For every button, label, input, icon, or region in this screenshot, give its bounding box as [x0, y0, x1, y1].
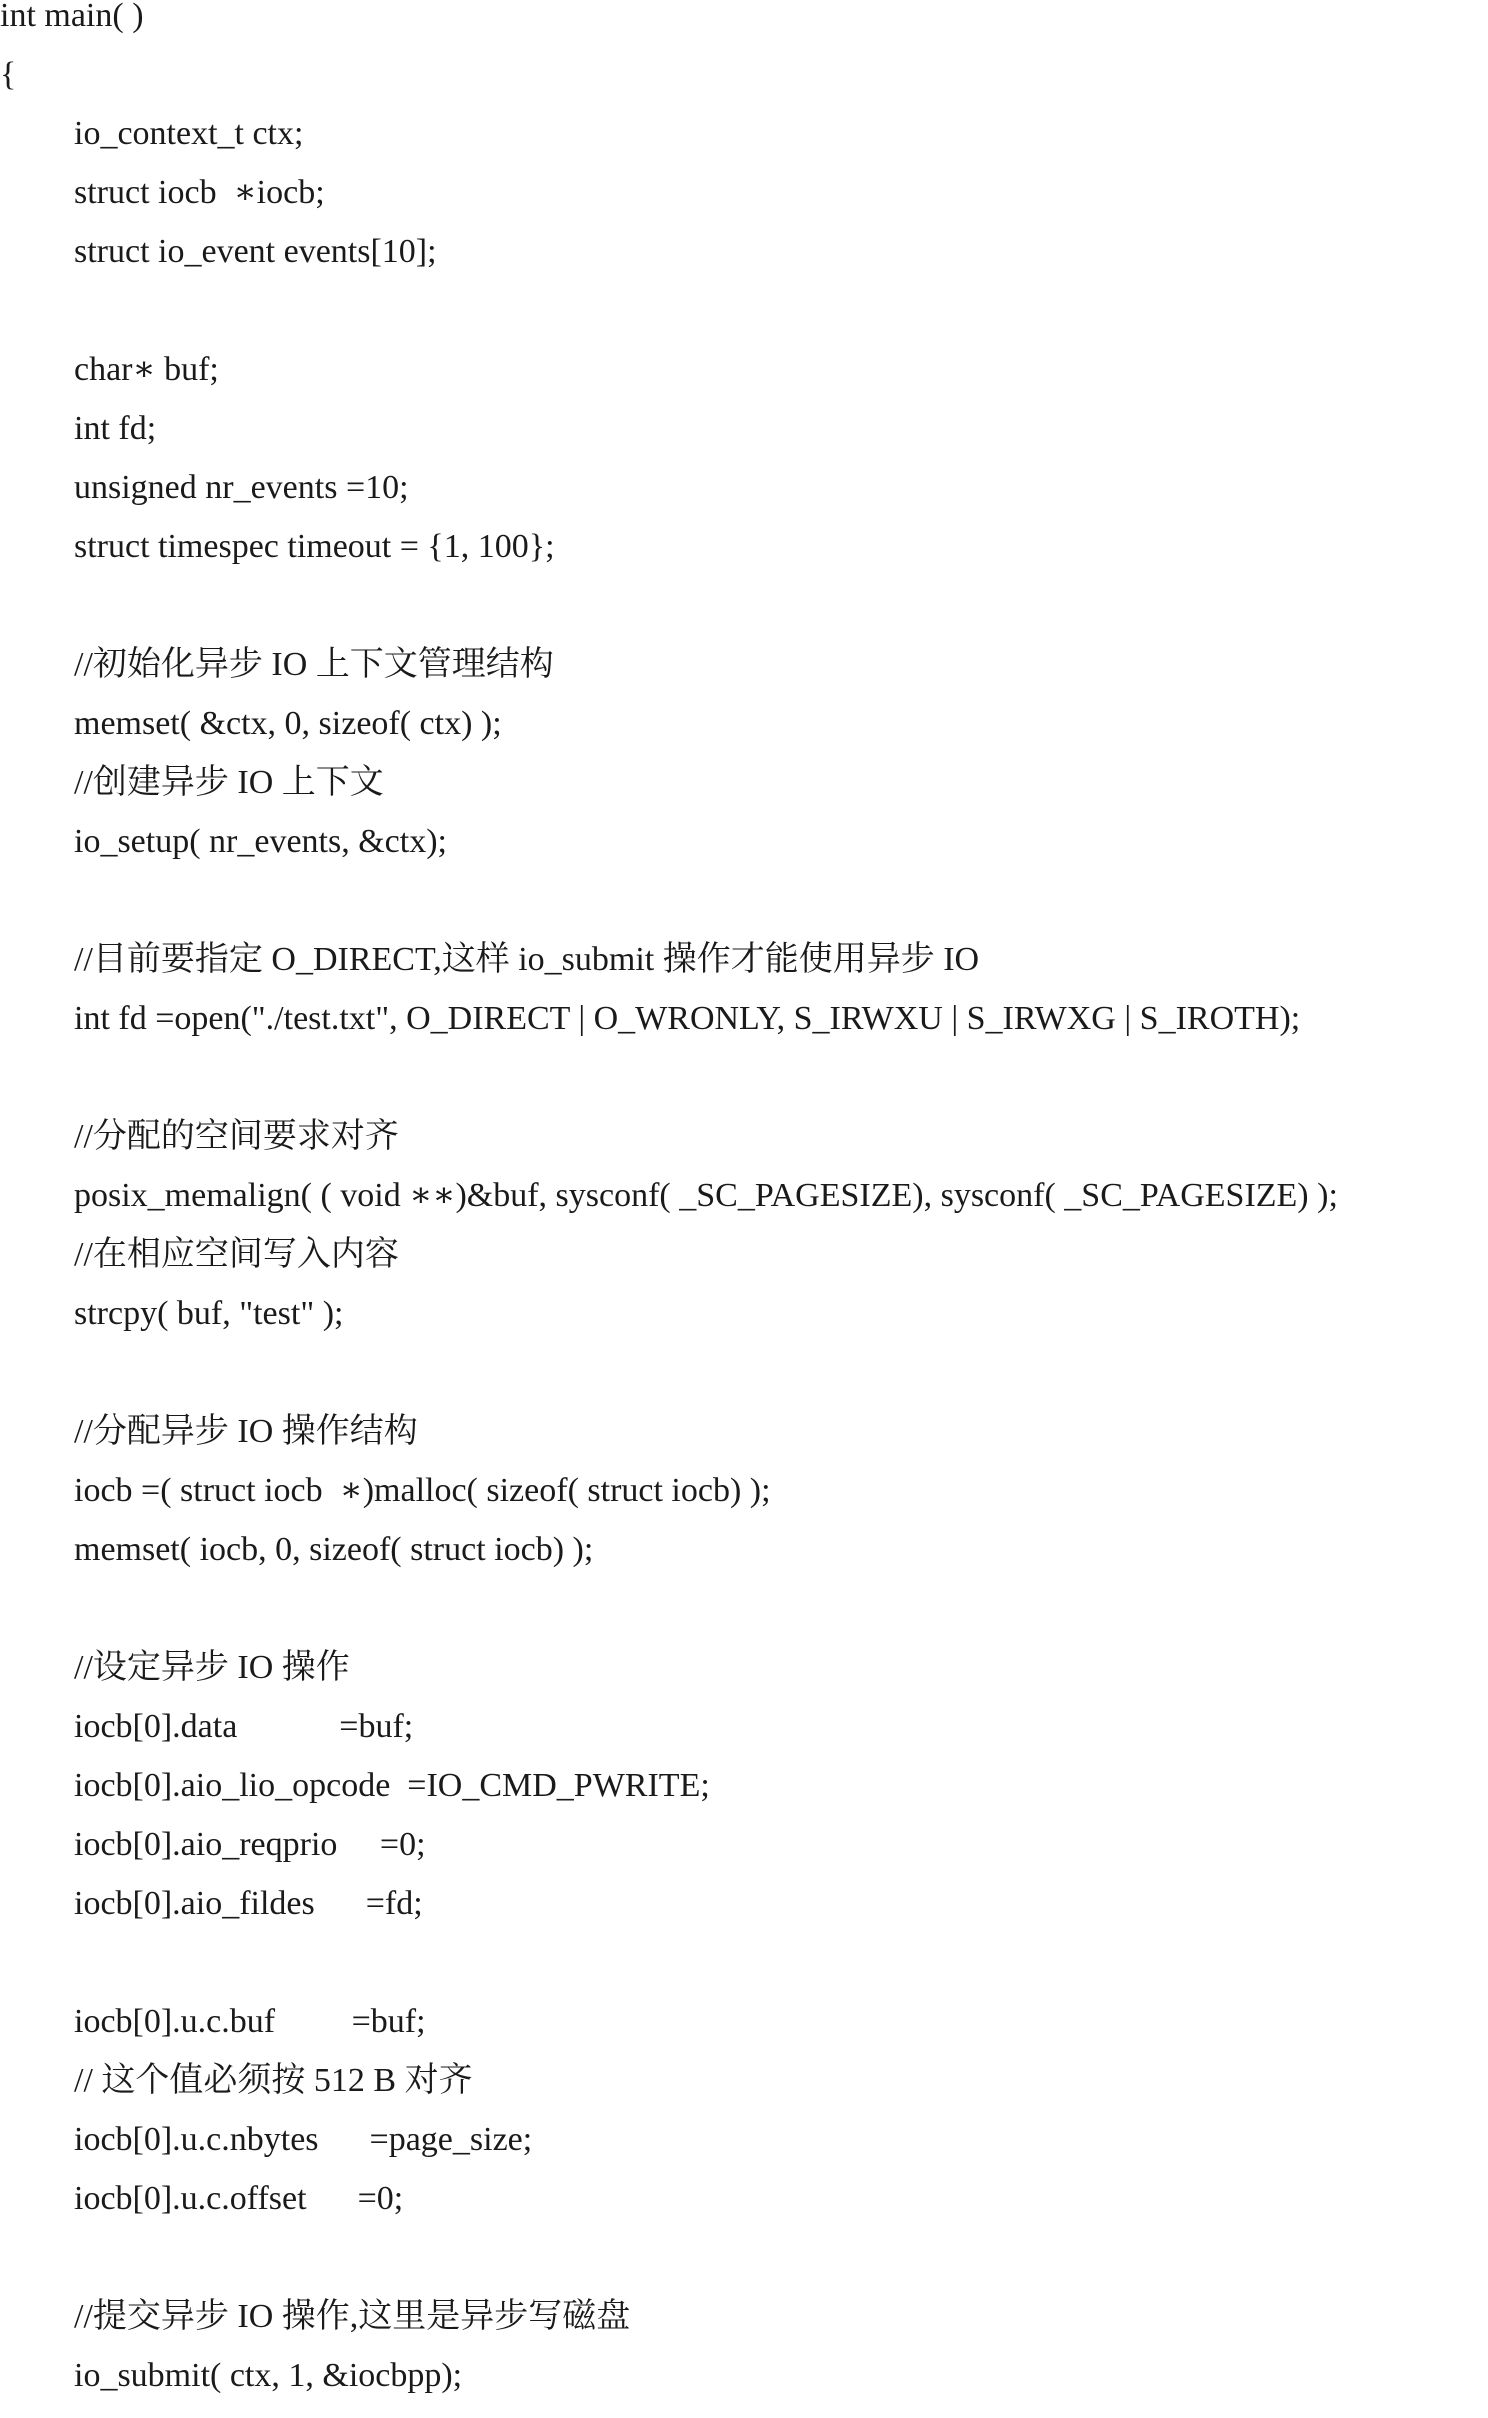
code-line: iocb[0].data =buf; [74, 1708, 414, 1745]
comment-line: //提交异步 IO 操作,这里是异步写磁盘 [74, 2298, 631, 2335]
comment-line: //在相应空间写入内容 [74, 1236, 399, 1273]
comment-line: //分配异步 IO 操作结构 [74, 1413, 418, 1450]
code-line: iocb[0].u.c.offset =0; [74, 2180, 404, 2217]
code-line: struct iocb ∗iocb; [74, 174, 325, 211]
code-line: int fd; [74, 410, 157, 447]
code-line: iocb[0].aio_fildes =fd; [74, 1885, 423, 1922]
comment-line: //初始化异步 IO 上下文管理结构 [74, 646, 554, 683]
code-line: iocb[0].aio_lio_opcode =IO_CMD_PWRITE; [74, 1767, 710, 1804]
code-line: { [0, 56, 17, 93]
code-line: io_context_t ctx; [74, 115, 304, 152]
comment-line: //创建异步 IO 上下文 [74, 764, 384, 801]
code-line: memset( &ctx, 0, sizeof( ctx) ); [74, 705, 502, 742]
comment-line: // 这个值必须按 512 B 对齐 [74, 2062, 473, 2099]
code-line: int main( ) [0, 0, 144, 34]
code-line: posix_memalign( ( void ∗∗)&buf, sysconf( _SC_PAGESIZE), sysconf( _SC_PAGESIZE) ); [74, 1177, 1338, 1214]
comment-line: //目前要指定 O_DIRECT,这样 io_submit 操作才能使用异步 IO [74, 941, 980, 978]
comment-line: //分配的空间要求对齐 [74, 1118, 399, 1155]
code-line: struct io_event events[10]; [74, 233, 437, 270]
code-line: io_setup( nr_events, &ctx); [74, 823, 447, 860]
code-line: int fd =open("./test.txt", O_DIRECT | O_WRONLY, S_IRWXU | S_IRWXG | S_IROTH); [74, 1000, 1301, 1037]
comment-line: //设定异步 IO 操作 [74, 1649, 350, 1686]
code-line: iocb =( struct iocb ∗)malloc( sizeof( struct iocb) ); [74, 1472, 771, 1509]
code-line: struct timespec timeout = {1, 100}; [74, 528, 555, 565]
code-line: iocb[0].u.c.buf =buf; [74, 2003, 426, 2040]
code-line: iocb[0].u.c.nbytes =page_size; [74, 2121, 533, 2158]
code-line: io_submit( ctx, 1, &iocbpp); [74, 2357, 463, 2394]
code-line: iocb[0].aio_reqprio =0; [74, 1826, 426, 1863]
code-line: strcpy( buf, "test" ); [74, 1295, 344, 1332]
code-line: char∗ buf; [74, 351, 219, 388]
code-line: memset( iocb, 0, sizeof( struct iocb) ); [74, 1531, 594, 1568]
code-line: unsigned nr_events =10; [74, 469, 409, 506]
